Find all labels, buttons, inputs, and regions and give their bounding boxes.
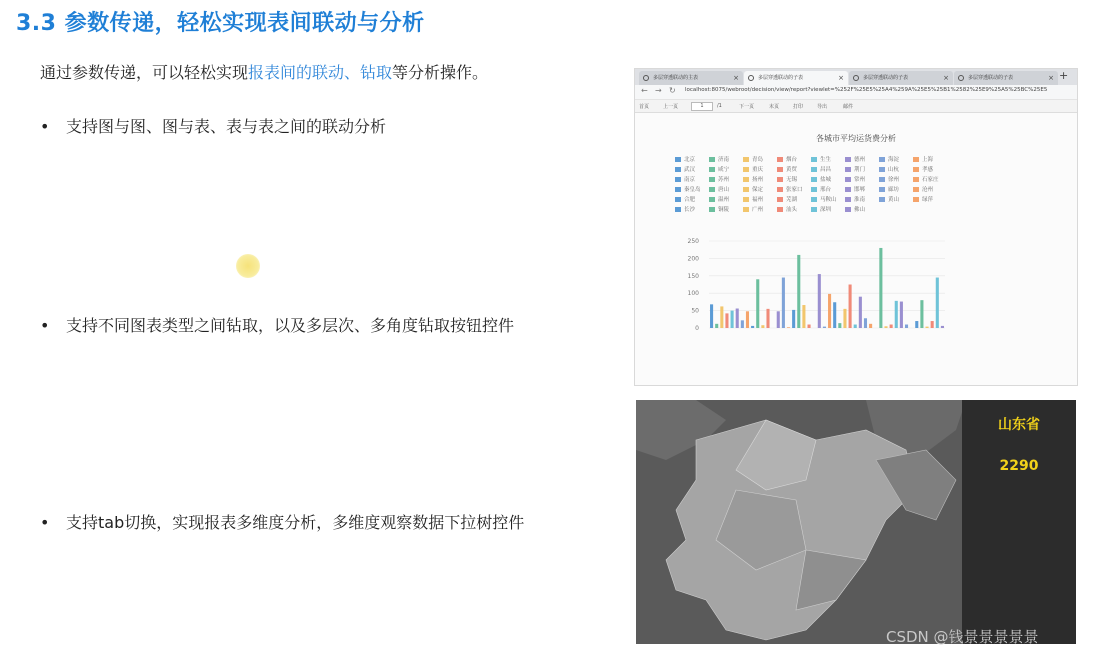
legend-label: 海淀: [888, 157, 900, 163]
bar[interactable]: [843, 309, 846, 328]
bar[interactable]: [823, 327, 826, 328]
legend-label: 生生: [820, 157, 832, 163]
info-panel: [962, 400, 1076, 644]
prev-page-button[interactable]: 上一页: [663, 104, 679, 110]
y-tick-label: 250: [687, 238, 699, 245]
bullet-dot: •: [40, 513, 50, 532]
bullet-item: [40, 313, 514, 336]
bar[interactable]: [818, 274, 821, 328]
legend-label: 张家口: [786, 187, 803, 193]
bar[interactable]: [802, 305, 805, 328]
bar[interactable]: [849, 285, 852, 329]
bar[interactable]: [941, 326, 944, 328]
y-tick-label: 0: [695, 325, 699, 332]
intro-highlight: 报表间的联动、钻取: [248, 63, 393, 82]
legend-label: 铜陵: [718, 207, 730, 213]
y-tick-label: 200: [687, 255, 699, 263]
bar[interactable]: [926, 327, 929, 328]
legend-label: 福州: [752, 197, 764, 203]
bar[interactable]: [869, 324, 872, 328]
bar[interactable]: [833, 302, 836, 328]
legend-label: 黄山: [888, 197, 900, 203]
print-button[interactable]: 打印: [793, 104, 804, 110]
bar[interactable]: [787, 327, 790, 328]
bar[interactable]: [710, 304, 713, 328]
legend-label: 廊坊: [888, 187, 900, 193]
back-icon[interactable]: ←: [641, 86, 648, 95]
legend-label: 温州: [718, 197, 730, 203]
legend-label: 盐城: [820, 177, 832, 183]
legend-label: 武汉: [684, 167, 696, 173]
y-tick-label: 100: [687, 290, 699, 298]
legend-label: 重庆: [752, 167, 764, 173]
bar[interactable]: [931, 321, 934, 328]
bar[interactable]: [715, 324, 718, 328]
legend-label: 咸宁: [718, 167, 730, 173]
legend-label: 黄贸: [786, 167, 798, 173]
close-icon[interactable]: ×: [838, 74, 844, 82]
legend-label: 秦皇岛: [684, 187, 701, 193]
page-total: /1: [717, 103, 722, 109]
next-page-button[interactable]: 下一页: [739, 104, 755, 110]
bullet-text: 支持图与图、图与表、表与表之间的联动分析: [66, 117, 387, 136]
legend-label: 沧州: [922, 187, 934, 193]
bar[interactable]: [915, 321, 918, 328]
legend-label: 常州: [854, 177, 866, 183]
bar[interactable]: [777, 311, 780, 328]
bar[interactable]: [725, 313, 728, 328]
bullet-text: 支持tab切换，实现报表多维度分析，多维度观察数据下拉树控件: [66, 513, 525, 532]
tab-label: 多层穿透联动的子表: [758, 75, 804, 81]
forward-icon[interactable]: →: [655, 86, 662, 95]
bar[interactable]: [797, 255, 800, 328]
legend-label: 徐州: [888, 177, 900, 183]
bar[interactable]: [884, 326, 887, 328]
bullet-text: 支持不同图表类型之间钻取，以及多层次、多角度钻取按钮控件: [66, 316, 515, 335]
bullet-dot: •: [40, 117, 50, 136]
legend-label: 青岛: [752, 157, 764, 163]
bullet-item: [40, 510, 524, 533]
section-title: 3.3 参数传递，轻松实现表间联动与分析: [16, 11, 425, 36]
legend-label: 北京: [684, 157, 696, 163]
chart-title: 各城市平均运货费分析: [816, 134, 896, 143]
cursor-highlight: [236, 254, 260, 278]
legend-label: 烟台: [786, 157, 798, 163]
y-tick-label: 150: [687, 272, 699, 280]
legend-label: 绿萍: [922, 197, 934, 203]
intro-text: [40, 60, 488, 83]
export-button[interactable]: 导出: [817, 104, 828, 110]
bar[interactable]: [838, 323, 841, 328]
legend-label: 上海: [922, 157, 934, 163]
intro-before: 通过参数传递，可以轻松实现: [40, 63, 249, 82]
url-field[interactable]: localhost:8075/webroot/decision/view/report?viewlet=%252F%25E5%25A4%259A%25E5%25B1%2582%25E9%25A5%25BC%25E5: [685, 87, 1048, 93]
legend-label: 扬州: [752, 177, 764, 183]
legend-label: 合肥: [684, 197, 696, 203]
legend-label: 淮南: [854, 197, 866, 203]
bar[interactable]: [905, 325, 908, 328]
mail-button[interactable]: 邮件: [843, 104, 854, 110]
province-name: 山东省: [998, 417, 1040, 433]
bar[interactable]: [864, 318, 867, 328]
close-icon[interactable]: ×: [733, 74, 739, 82]
legend-label: 孝感: [922, 167, 934, 173]
last-page-button[interactable]: 末页: [769, 104, 780, 110]
legend-label: 佛山: [854, 207, 866, 213]
intro-after: 等分析操作。: [392, 63, 489, 82]
legend-label: 南京: [684, 177, 696, 183]
page-input[interactable]: 1: [691, 102, 713, 111]
legend-label: 邢台: [820, 187, 832, 193]
bar[interactable]: [766, 309, 769, 328]
legend-label: 唐山: [718, 187, 730, 193]
legend-label: 石家庄: [922, 177, 939, 183]
bar[interactable]: [808, 325, 811, 328]
report-browser-screenshot: [634, 68, 1078, 386]
bar[interactable]: [761, 325, 764, 328]
bar[interactable]: [920, 300, 923, 328]
bar[interactable]: [859, 297, 862, 328]
first-page-button[interactable]: 首页: [639, 104, 650, 110]
bar[interactable]: [879, 248, 882, 328]
y-tick-label: 50: [691, 307, 699, 315]
bar[interactable]: [756, 279, 759, 328]
bar[interactable]: [731, 311, 734, 328]
bar[interactable]: [782, 278, 785, 328]
reload-icon[interactable]: ↻: [669, 86, 676, 95]
province-value: 2290: [999, 458, 1039, 474]
bullet-item: [40, 114, 386, 137]
legend-label: 汕头: [786, 207, 798, 213]
legend-label: 苏州: [718, 177, 730, 183]
legend-label: 济南: [718, 157, 730, 163]
new-tab-button[interactable]: +: [1059, 69, 1069, 82]
close-icon[interactable]: ×: [1048, 74, 1054, 82]
legend-label: 山杭: [888, 167, 900, 173]
watermark: CSDN @钱景景景景景: [886, 628, 1039, 646]
tab-label: 多层穿透联动的子表: [968, 75, 1014, 81]
legend-label: 荆门: [854, 167, 866, 173]
legend-label: 马鞍山: [820, 197, 837, 203]
tab-label: 多层穿透联动的子表: [863, 75, 909, 81]
bar[interactable]: [736, 309, 739, 328]
legend-label: 深圳: [820, 207, 832, 213]
legend-label: 无锡: [786, 177, 798, 183]
bar[interactable]: [900, 302, 903, 328]
bar[interactable]: [741, 320, 744, 328]
bar[interactable]: [720, 306, 723, 328]
bar[interactable]: [792, 310, 795, 328]
legend-label: 芜湖: [786, 197, 798, 203]
bar[interactable]: [746, 311, 749, 328]
bar-chart: [635, 69, 1077, 385]
legend-label: 德州: [854, 157, 866, 163]
bar[interactable]: [895, 301, 898, 328]
legend-label: 长沙: [684, 207, 696, 213]
bar[interactable]: [936, 278, 939, 328]
tab-label: 多层穿透联动的主表: [653, 75, 699, 81]
legend-label: 广州: [752, 207, 764, 213]
close-icon[interactable]: ×: [943, 74, 949, 82]
bullet-dot: •: [40, 316, 50, 335]
legend-label: 昌昌: [820, 167, 832, 173]
bar[interactable]: [890, 325, 893, 328]
bar[interactable]: [828, 294, 831, 328]
legend-label: 保定: [752, 187, 764, 193]
legend-label: 邯郸: [854, 187, 866, 193]
bar[interactable]: [751, 326, 754, 328]
bar[interactable]: [854, 325, 857, 328]
